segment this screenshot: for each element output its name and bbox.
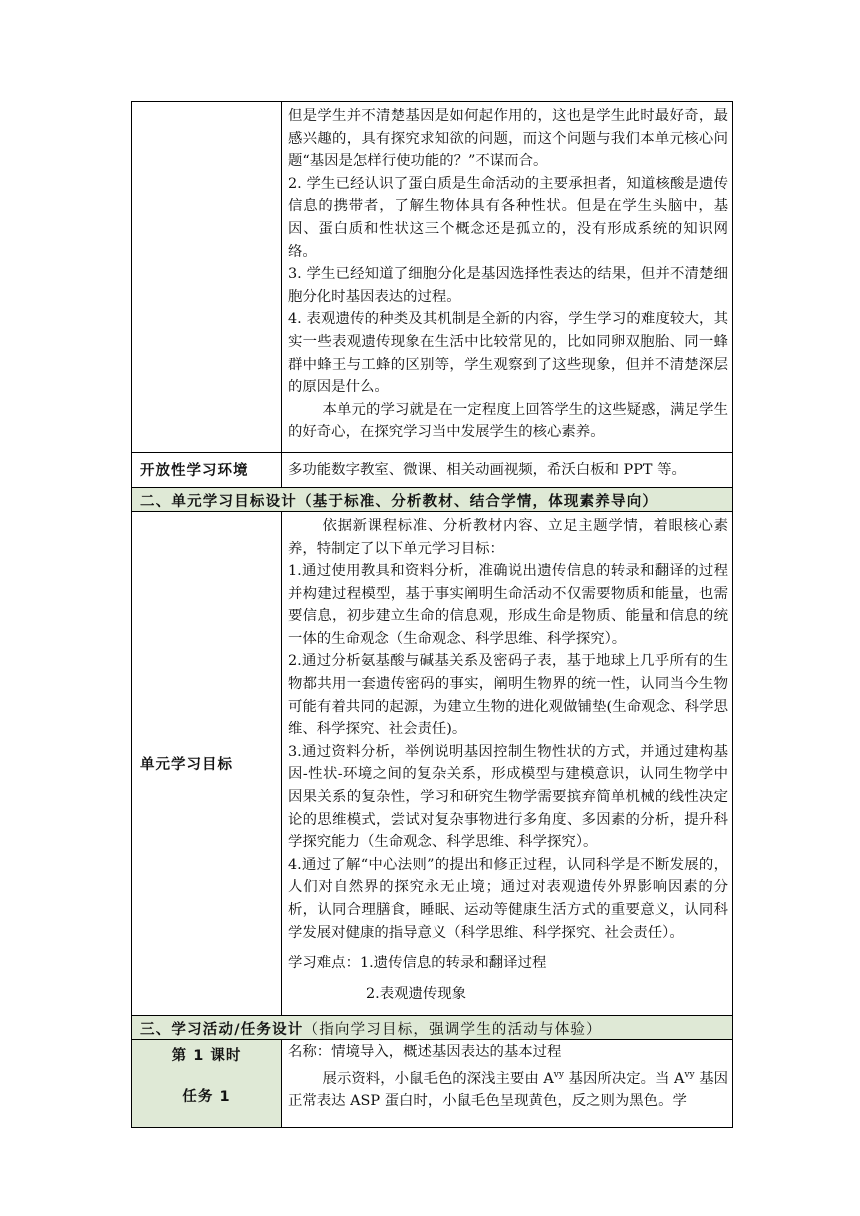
section3-header-row — [132, 1016, 733, 1040]
analysis-paragraph: 4. 表观遗传的种类及其机制是全新的内容，学生学习的难度较大，其实一些表观遗传现象在生活中比较常见的，比如同卵双胞胎、同一蜂群中蜂王与工蜂的区别等，学生观察到了这些现象，但并不清楚深层的原因是什么。 — [288, 311, 728, 396]
analysis-paragraph: 2. 学生已经认识了蛋白质是生命活动的主要承担者，知道核酸是遗传信息的携带者，了解生物体具有各种性状。但是在学生头脑中，基因、蛋白质和性状这三个概念还是孤立的，没有形成系统的知识网络。 — [288, 175, 728, 260]
goal-item: 4.通过了解“中心法则”的提出和修正过程，认同科学是不断发展的，人们对自然界的探究永无止境；通过对表观遗传外界影响因素的分析，认同合理膳食，睡眠、运动等健康生活方式的重要意义，认同科学发展对健康的指导意义（科学思维、科学探究、社会责任）。 — [288, 856, 728, 941]
goal-item: 3.通过资料分析，举例说明基因控制生物性状的方式，并通过建构基因-性状-环境之间的复杂关系，形成模型与建模意识，认同生物学中因果关系的复杂性，学习和研究生物学需要摈弃简单机械的线性决定论的思维模式，尝试对复杂事物进行多角度、多因素的分析，提升科学探究能力（生命观念、科学思维、科学探究）。 — [288, 743, 728, 851]
lesson1-row — [132, 1040, 733, 1128]
goals-row — [132, 511, 733, 1015]
goals-label: 单元学习目标 — [140, 757, 233, 774]
environment-label: 开放性学习环境 — [140, 463, 249, 480]
lesson1-name: 名称：情境导入，概述基因表达的基本过程 — [288, 1044, 562, 1061]
difficulty-2: 2.表观遗传现象 — [366, 985, 467, 1002]
environment-row — [132, 452, 733, 487]
lesson1-content-cell — [282, 1040, 733, 1128]
lesson1-text: 展示资料，小鼠毛色的深浅主要由 $A^{vy}$ 基因所决定。当 $A^{vy}$ 基因正常表达 ASP 蛋白时，小鼠毛色呈现黄色，反之则为黑色。学 — [288, 1069, 729, 1110]
section3-subtitle: （指向学习目标，强调学生的活动与体验） — [303, 1022, 602, 1039]
lesson-task-label: 任务 1 — [182, 1089, 231, 1106]
section2-header-row — [132, 487, 733, 511]
student-analysis-label-cell — [132, 102, 282, 453]
difficulty-1: 学习难点：1.遗传信息的转录和翻译过程 — [288, 955, 547, 972]
student-analysis-row — [132, 102, 733, 453]
lesson-plan-table — [131, 101, 733, 1128]
section3-title: 三、学习活动/任务设计 — [140, 1022, 304, 1039]
goal-item: 2.通过分析氨基酸与碱基关系及密码子表，基于地球上几乎所有的生物都共用一套遗传密码的事实，阐明生物界的统一性，认同当今生物可能有着共同的起源，为建立生物的进化观做铺垫(生命观念、科学思维、科学探究、社会责任)。 — [288, 653, 728, 738]
lesson-period-label: 第 1 课时 — [171, 1048, 242, 1065]
goals-cell — [282, 511, 733, 1015]
environment-value: 多功能数字教室、微课、相关动画视频，希沃白板和 PPT 等。 — [288, 461, 686, 478]
goals-intro: 依据新课程标准、分析教材内容、立足主题学情，着眼核心素养，特制定了以下单元学习目标： — [288, 517, 728, 557]
analysis-paragraph: 但是学生并不清楚基因是如何起作用的，这也是学生此时最好奇，最感兴趣的，具有探究求知欲的问题，而这个问题与我们本单元核心问题“基因是怎样行使功能的？”不谋而合。 — [288, 108, 728, 170]
section2-title-cell — [132, 487, 733, 511]
section3-title-cell — [132, 1016, 733, 1040]
section2-title: 二、单元学习目标设计（基于标准、分析教材、结合学情，体现素养导向） — [140, 493, 659, 510]
student-analysis-cell — [282, 102, 733, 453]
goal-item: 1.通过使用教具和资料分析，准确说出遗传信息的转录和翻译的过程并构建过程模型，基于事实阐明生命活动不仅需要物质和能量，也需要信息，初步建立生命的信息观，形成生命是物质、能量和信息的统一体的生命观念（生命观念、科学思维、科学探究）。 — [288, 563, 728, 647]
analysis-paragraph: 3. 学生已经知道了细胞分化是基因选择性表达的结果，但并不清楚细胞分化时基因表达的过程。 — [288, 266, 728, 305]
analysis-closing: 本单元的学习就是在一定程度上回答学生的这些疑惑，满足学生的好奇心，在探究学习当中发展学生的核心素养。 — [288, 401, 728, 441]
